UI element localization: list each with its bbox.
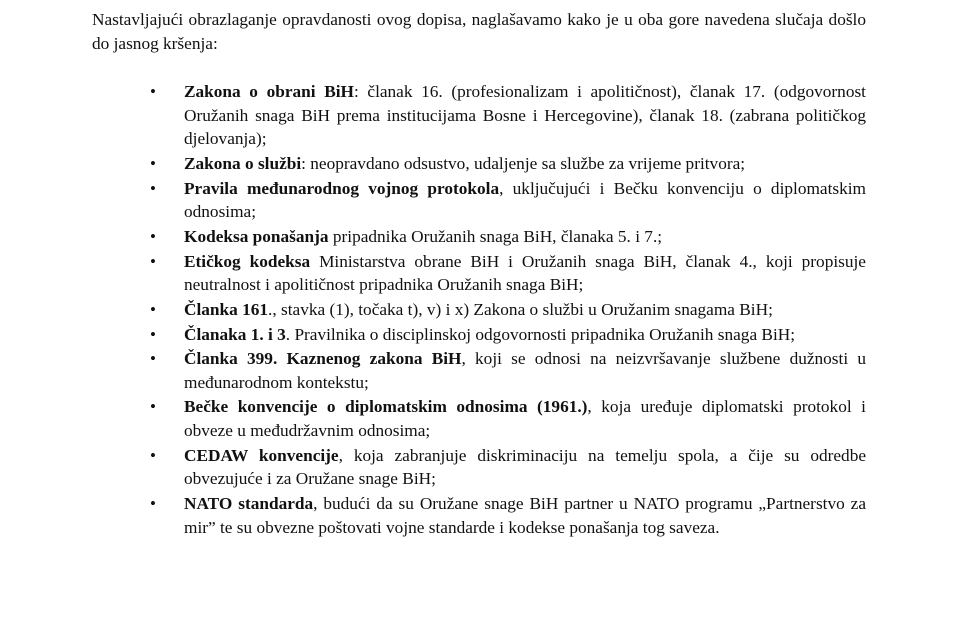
item-bold-text: Članaka 1. i 3 bbox=[184, 324, 286, 344]
violations-list bbox=[150, 80, 866, 540]
item-text: , koji se odnosi na neizvršavanje službene dužnosti u međunarodnom kontekstu; bbox=[184, 349, 867, 392]
item-bold-text: CEDAW konvencije bbox=[184, 445, 339, 465]
list-item bbox=[150, 177, 866, 224]
item-text: . Pravilnika o disciplinskoj odgovornosti pripadnika Oružanih snaga BiH; bbox=[285, 324, 796, 344]
bullet-icon: • bbox=[150, 251, 156, 271]
intro-paragraph: Nastavljajući obrazlaganje opravdanosti ovog dopisa, naglašavamo kako je u oba gore navedena slučaja došlo do jasnog kršenja: bbox=[92, 10, 866, 53]
item-bold-text: Bečke konvencije o diplomatskim odnosima (1961.) bbox=[184, 397, 588, 417]
item-bold-text: NATO standarda bbox=[184, 494, 314, 514]
item-bold-text: Članka 161 bbox=[184, 299, 269, 319]
item-bold-text: Članka 399. Kaznenog zakona BiH bbox=[184, 349, 462, 369]
item-text: , koja uređuje diplomatski protokol i obveze u međudržavnim odnosima; bbox=[184, 397, 866, 441]
item-text: , budući da su Oružane snage BiH partner u NATO programu „Partnerstvo za mir” te su obvezne poštovati vojne standarde i kodekse ponašanja tog saveza. bbox=[184, 494, 866, 537]
item-bold-text: Kodeksa ponašanja bbox=[184, 226, 329, 246]
item-text: : neopravdano odsustvo, udaljenje sa službe za vrijeme pritvora; bbox=[301, 153, 746, 173]
list-item bbox=[150, 80, 866, 151]
item-bold-text: Zakona o službi bbox=[184, 153, 302, 173]
bullet-icon: • bbox=[150, 494, 156, 514]
item-bold-text: Pravila međunarodnog vojnog protokola bbox=[184, 178, 500, 198]
list-item bbox=[150, 323, 866, 347]
bullet-icon: • bbox=[150, 349, 156, 369]
item-bold-text: Zakona o obrani BiH bbox=[184, 82, 354, 101]
list-item bbox=[150, 298, 866, 322]
list-item bbox=[150, 444, 866, 491]
item-bold-text: Etičkog kodeksa bbox=[184, 251, 311, 271]
item-text: , koja zabranjuje diskriminaciju na temelju spola, a čije su odredbe obvezujuće i za Oružane snage BiH; bbox=[184, 445, 867, 489]
list-item bbox=[150, 250, 866, 297]
list-item bbox=[150, 395, 866, 442]
item-text: , uključujući i Bečku konvenciju o diplomatskim odnosima; bbox=[184, 178, 866, 222]
item-text: ., stavka (1), točaka t), v) i x) Zakona o službi u Oružanim snagama BiH; bbox=[268, 299, 773, 319]
list-item bbox=[150, 347, 866, 394]
item-text: : članak 16. (profesionalizam i apolitičnost), članak 17. (odgovornost Oružanih snaga BiH prema institucijama Bosne i Hercegovine), članak 18. (zabrana političkog djelovanja); bbox=[184, 82, 866, 149]
bullet-icon: • bbox=[150, 397, 156, 417]
bullet-icon: • bbox=[150, 299, 156, 319]
item-text: Ministarstva obrane BiH i Oružanih snaga BiH, članak 4., koji propisuje neutralnost i apolitičnost pripadnika Oružanih snaga BiH; bbox=[184, 251, 866, 295]
item-text: pripadnika Oružanih snaga BiH, članaka 5. i 7.; bbox=[328, 226, 663, 246]
bullet-icon: • bbox=[150, 82, 156, 101]
bullet-icon: • bbox=[150, 178, 156, 198]
list-item bbox=[150, 152, 866, 176]
bullet-icon: • bbox=[150, 153, 156, 173]
list-item bbox=[150, 225, 866, 249]
list-item bbox=[150, 492, 866, 539]
bullet-icon: • bbox=[150, 445, 156, 465]
bullet-icon: • bbox=[150, 226, 156, 246]
bullet-icon: • bbox=[150, 324, 156, 344]
